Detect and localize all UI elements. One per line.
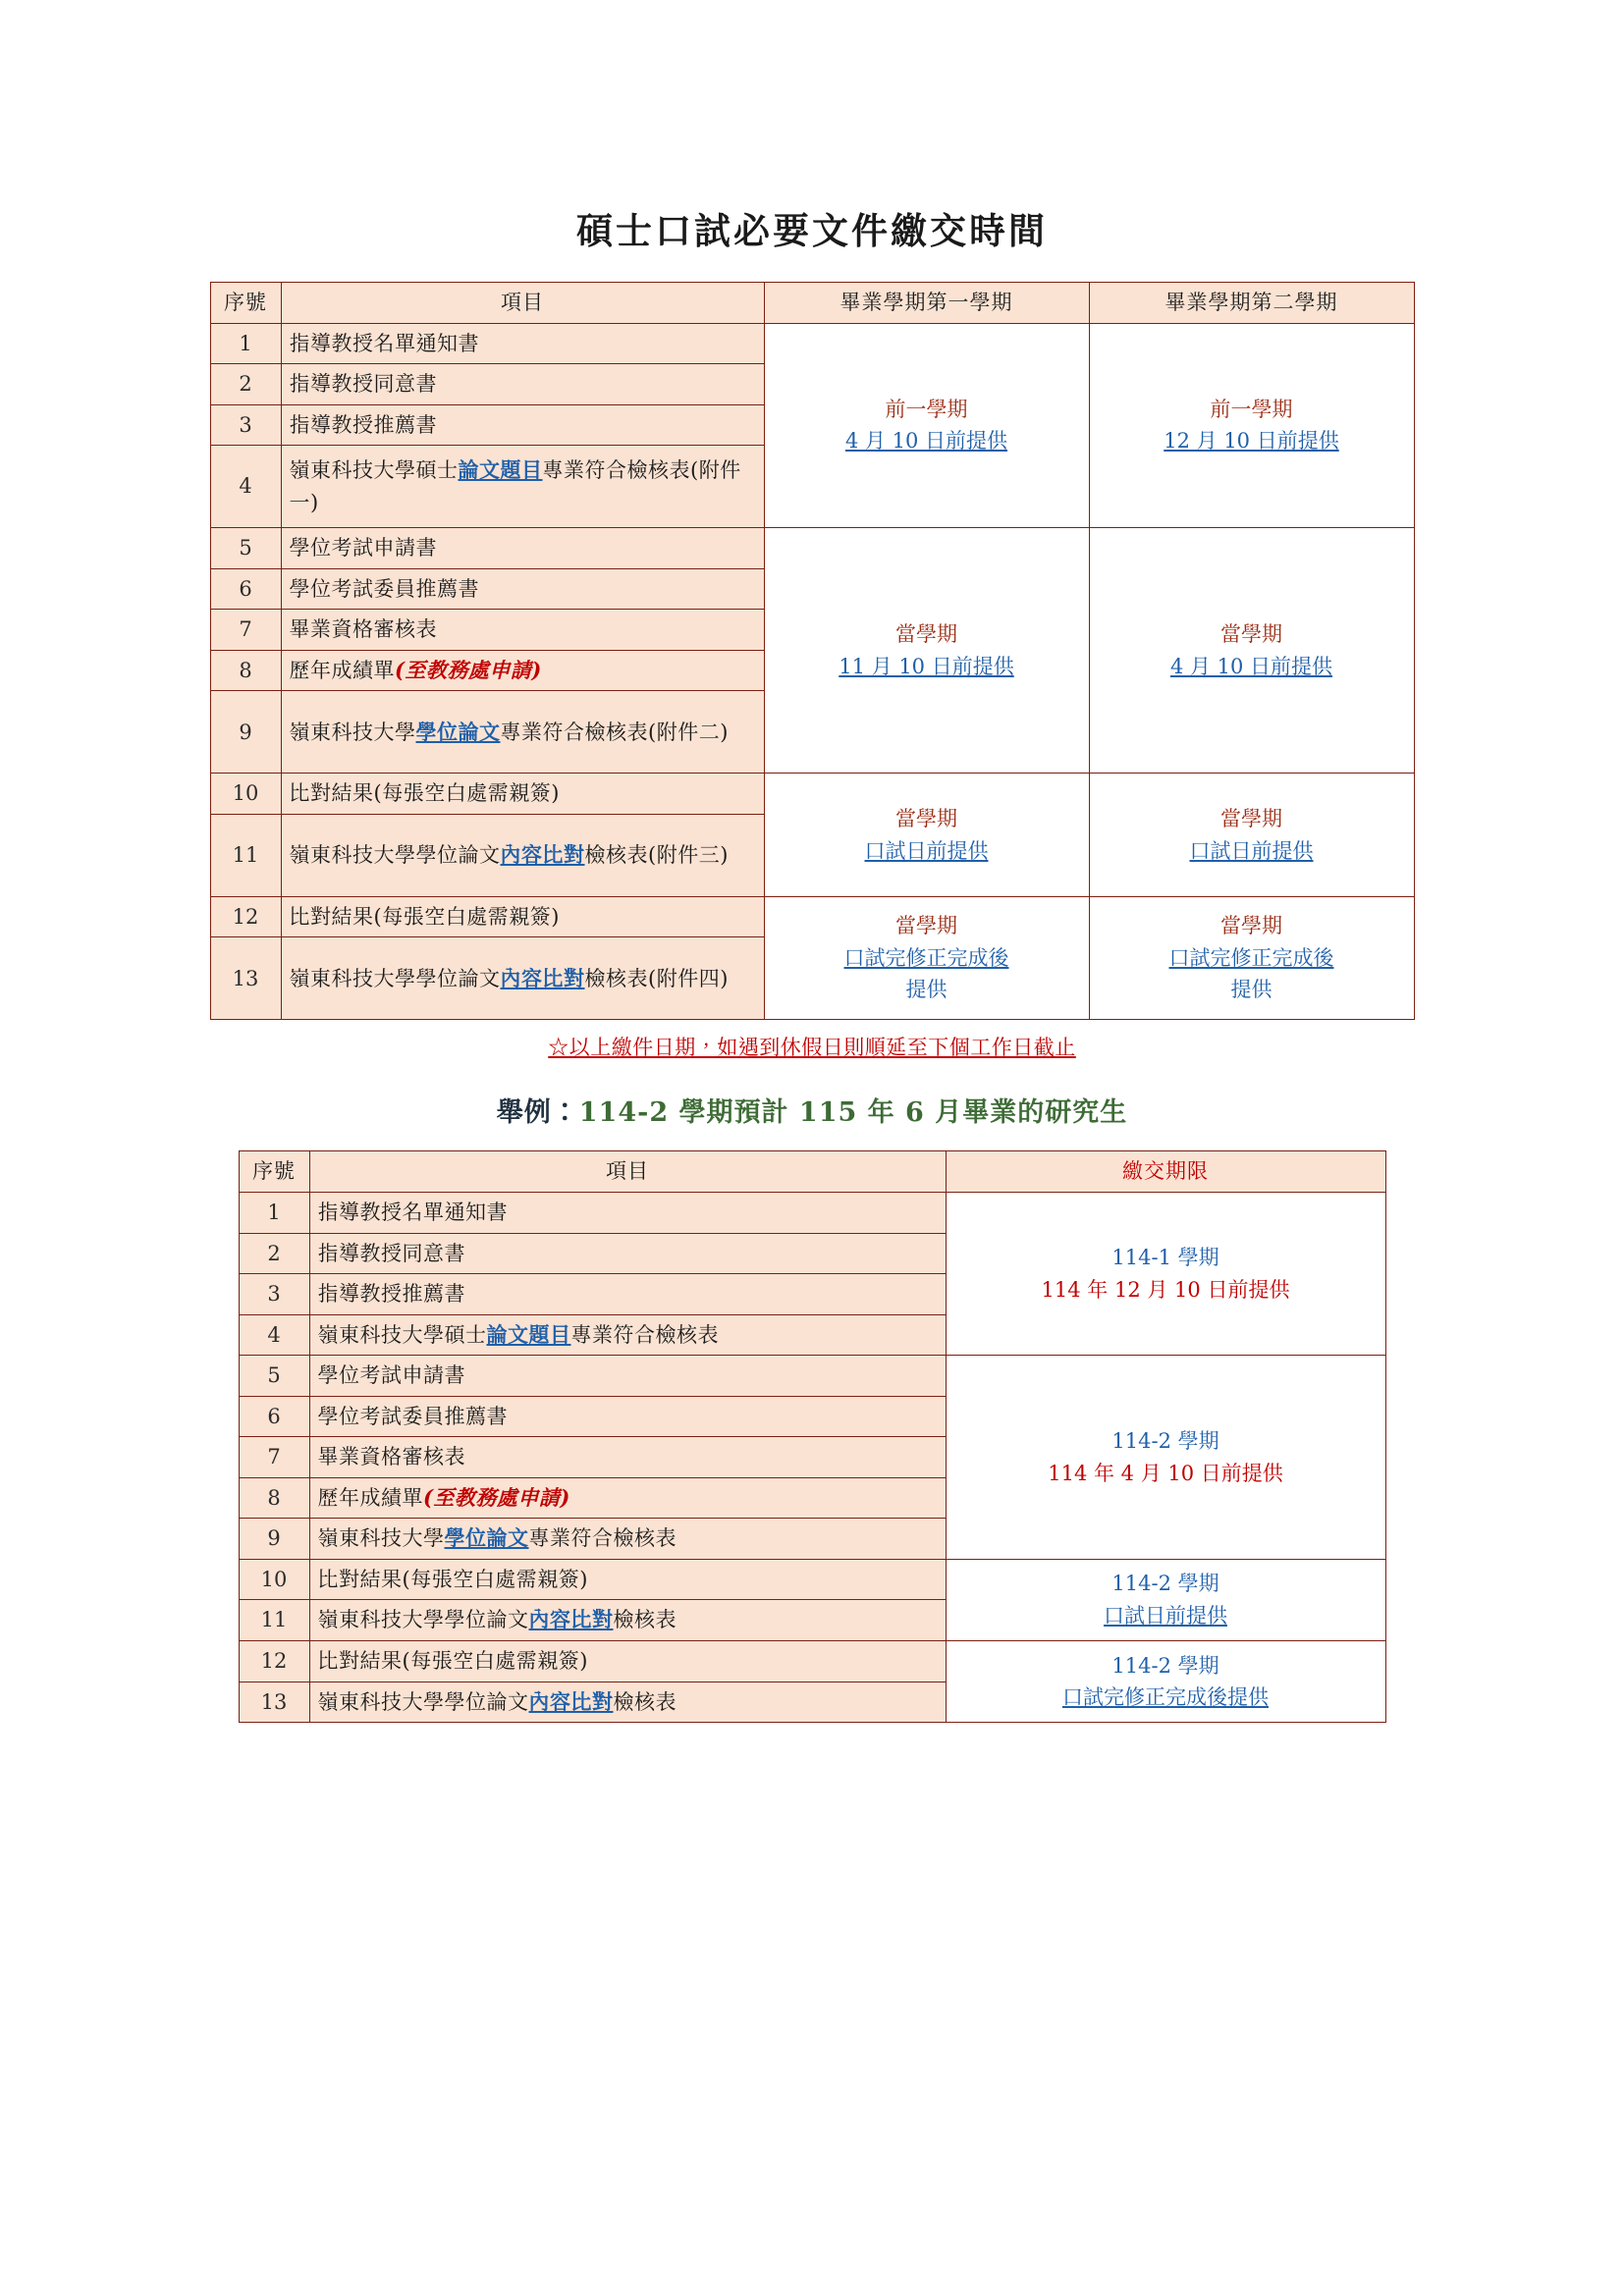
item-text-prefix: 歷年成績單 <box>317 1485 423 1510</box>
item-link-thesis-title[interactable]: 論文題目 <box>486 1321 571 1347</box>
item-text-suffix: 檢核表 <box>613 1689 677 1714</box>
row-item <box>309 1477 946 1519</box>
table-row <box>239 1356 1385 1397</box>
row-seq: 4 <box>239 1314 309 1356</box>
table-row <box>239 1641 1385 1682</box>
example-title <box>0 1091 1624 1129</box>
item-text: 指導教授推薦書 <box>289 412 437 437</box>
item-text-suffix: 專業符合檢核表 <box>570 1322 719 1347</box>
row-seq: 9 <box>239 1519 309 1560</box>
item-text: 學位考試申請書 <box>289 536 437 561</box>
row-seq: 11 <box>239 1600 309 1641</box>
item-note-registry: (至教務處申請) <box>395 657 542 682</box>
example-group-4-deadline <box>946 1641 1385 1723</box>
deadline-line-1: 114-2 學期 <box>1111 1572 1219 1596</box>
row-item <box>309 1682 946 1723</box>
deadline-line-3: 提供 <box>905 978 947 1002</box>
deadline-line-2: 口試日前提供 <box>1104 1603 1227 1628</box>
item-text-prefix: 嶺東科技大學學位論文 <box>317 1689 529 1714</box>
row-seq: 2 <box>239 1233 309 1274</box>
deadline-line-1: 當學期 <box>895 807 957 831</box>
row-item <box>309 1356 946 1397</box>
row-seq: 6 <box>239 1396 309 1437</box>
deadline-note <box>0 1032 1624 1061</box>
deadline-line-1: 114-2 學期 <box>1111 1429 1219 1454</box>
deadline-line-1: 114-2 學期 <box>1111 1653 1219 1678</box>
row-item <box>309 1641 946 1682</box>
item-link-content-comparison[interactable]: 內容比對 <box>528 1607 614 1632</box>
item-text: 指導教授名單通知書 <box>317 1201 508 1225</box>
item-text: 比對結果(每張空白處需親簽) <box>289 904 560 929</box>
item-text-suffix: 檢核表 <box>613 1608 677 1632</box>
table-row <box>239 1193 1385 1234</box>
deadline-line-2: 口試完修正完成後 <box>843 945 1009 970</box>
table-row <box>210 774 1414 815</box>
deadline-line-2: 11 月 10 日前提供 <box>839 654 1014 678</box>
deadline-line-3: 提供 <box>1230 978 1272 1002</box>
item-link-content-comparison[interactable]: 內容比對 <box>500 965 585 990</box>
item-text-suffix: 專業符合檢核表 <box>528 1526 677 1551</box>
row-item <box>281 896 764 937</box>
item-text-prefix: 嶺東科技大學學位論文 <box>289 843 501 868</box>
item-link-thesis-title[interactable]: 論文題目 <box>458 457 543 483</box>
item-link-degree-thesis[interactable]: 學位論文 <box>415 719 501 744</box>
row-item <box>281 774 764 815</box>
row-seq: 13 <box>239 1682 309 1723</box>
item-text-prefix: 嶺東科技大學 <box>289 720 416 744</box>
item-text: 指導教授名單通知書 <box>289 331 479 355</box>
item-text: 比對結果(每張空白處需親簽) <box>317 1567 588 1591</box>
row-item <box>281 691 764 774</box>
deadline-line-1: 當學期 <box>1220 807 1282 831</box>
item-link-degree-thesis[interactable]: 學位論文 <box>444 1525 529 1551</box>
row-item <box>281 446 764 528</box>
row-seq: 7 <box>210 610 281 651</box>
header-seq: 序號 <box>239 1151 309 1193</box>
deadline-line-2: 4 月 10 日前提供 <box>844 429 1008 454</box>
table-header-row <box>210 283 1414 324</box>
deadline-line-2: 4 月 10 日前提供 <box>1169 654 1333 678</box>
group-3-semester-1-deadline <box>764 774 1089 897</box>
example-group-2-deadline <box>946 1356 1385 1560</box>
deadline-line-2: 口試日前提供 <box>864 838 989 863</box>
deadline-line-1: 114-1 學期 <box>1111 1246 1219 1270</box>
row-item <box>309 1519 946 1560</box>
row-seq: 8 <box>239 1477 309 1519</box>
deadline-line-2: 114 年 4 月 10 日前提供 <box>1048 1461 1283 1485</box>
group-2-semester-2-deadline <box>1089 528 1414 774</box>
group-4-semester-2-deadline <box>1089 896 1414 1020</box>
deadline-line-1: 當學期 <box>1220 914 1282 938</box>
table-row <box>210 323 1414 364</box>
group-4-semester-1-deadline <box>764 896 1089 1020</box>
row-seq: 13 <box>210 937 281 1020</box>
row-seq: 3 <box>210 404 281 446</box>
deadline-line-1: 前一學期 <box>885 397 968 421</box>
deadline-line-1: 當學期 <box>895 914 957 938</box>
row-item <box>309 1437 946 1478</box>
deadline-line-1: 當學期 <box>1220 622 1282 647</box>
row-item <box>281 937 764 1020</box>
example-title-prefix: 舉例： <box>496 1097 579 1129</box>
table-row <box>239 1559 1385 1600</box>
row-seq: 2 <box>210 364 281 405</box>
item-text-suffix: 專業符合檢核表(附件二) <box>500 720 729 744</box>
row-seq: 10 <box>239 1559 309 1600</box>
item-text-suffix: 檢核表(附件四) <box>584 966 729 990</box>
row-seq: 5 <box>210 528 281 569</box>
item-text: 指導教授同意書 <box>289 372 437 397</box>
row-item <box>309 1600 946 1641</box>
deadline-line-1: 當學期 <box>895 622 957 647</box>
item-text: 學位考試委員推薦書 <box>289 576 479 601</box>
item-text: 畢業資格審核表 <box>317 1445 465 1469</box>
row-item <box>281 323 764 364</box>
example-schedule-table <box>239 1150 1386 1723</box>
row-seq: 6 <box>210 568 281 610</box>
row-item <box>309 1314 946 1356</box>
header-item: 項目 <box>309 1151 946 1193</box>
table-row <box>210 528 1414 569</box>
deadline-line-2: 114 年 12 月 10 日前提供 <box>1041 1277 1290 1302</box>
row-seq: 1 <box>210 323 281 364</box>
item-text-prefix: 嶺東科技大學學位論文 <box>317 1608 529 1632</box>
row-item <box>309 1396 946 1437</box>
page-title: 碩士口試必要文件繳交時間 <box>576 209 1048 252</box>
row-item <box>309 1274 946 1315</box>
row-seq: 1 <box>239 1193 309 1234</box>
group-2-semester-1-deadline <box>764 528 1089 774</box>
deadline-line-2: 口試日前提供 <box>1189 838 1314 863</box>
header-semester-2: 畢業學期第二學期 <box>1089 283 1414 324</box>
deadline-line-2: 口試完修正完成後 <box>1168 945 1334 970</box>
row-seq: 12 <box>239 1641 309 1682</box>
row-seq: 7 <box>239 1437 309 1478</box>
row-seq: 5 <box>239 1356 309 1397</box>
item-text: 畢業資格審核表 <box>289 617 437 642</box>
item-text: 比對結果(每張空白處需親簽) <box>317 1649 588 1674</box>
example-group-1-deadline <box>946 1193 1385 1356</box>
table-header-row <box>239 1151 1385 1193</box>
deadline-line-2: 12 月 10 日前提供 <box>1164 429 1339 454</box>
row-item <box>281 364 764 405</box>
main-schedule-table <box>210 282 1415 1020</box>
header-seq: 序號 <box>210 283 281 324</box>
item-text-prefix: 嶺東科技大學碩士 <box>317 1322 487 1347</box>
example-title-main: 114-2 學期預計 115 年 6 月畢業的研究生 <box>578 1097 1128 1129</box>
item-note-registry: (至教務處申請) <box>423 1484 570 1510</box>
deadline-line-2: 口試完修正完成後提供 <box>1062 1685 1269 1710</box>
row-item <box>281 610 764 651</box>
item-link-content-comparison[interactable]: 內容比對 <box>500 842 585 868</box>
item-text-suffix: 專業符合檢核表(附件一) <box>289 458 741 514</box>
row-item <box>281 404 764 446</box>
table-row <box>210 896 1414 937</box>
row-item <box>309 1233 946 1274</box>
item-text-prefix: 嶺東科技大學 <box>317 1526 445 1551</box>
group-3-semester-2-deadline <box>1089 774 1414 897</box>
item-text-suffix: 檢核表(附件三) <box>584 843 729 868</box>
row-seq: 10 <box>210 774 281 815</box>
group-1-semester-2-deadline <box>1089 323 1414 528</box>
item-text: 學位考試申請書 <box>317 1363 465 1388</box>
item-link-content-comparison[interactable]: 內容比對 <box>528 1688 614 1714</box>
row-seq: 11 <box>210 814 281 896</box>
row-seq: 12 <box>210 896 281 937</box>
row-item <box>281 650 764 691</box>
deadline-line-1: 前一學期 <box>1210 397 1293 421</box>
item-text: 比對結果(每張空白處需親簽) <box>289 781 560 806</box>
row-seq: 4 <box>210 446 281 528</box>
header-deadline: 繳交期限 <box>946 1151 1385 1193</box>
row-item <box>281 568 764 610</box>
row-item <box>309 1193 946 1234</box>
row-item <box>309 1559 946 1600</box>
item-text-prefix: 嶺東科技大學學位論文 <box>289 966 501 990</box>
item-text: 學位考試委員推薦書 <box>317 1404 508 1428</box>
header-item: 項目 <box>281 283 764 324</box>
row-seq: 3 <box>239 1274 309 1315</box>
group-1-semester-1-deadline <box>764 323 1089 528</box>
row-item <box>281 814 764 896</box>
example-group-3-deadline <box>946 1559 1385 1640</box>
item-text-prefix: 嶺東科技大學碩士 <box>289 458 459 483</box>
header-semester-1: 畢業學期第一學期 <box>764 283 1089 324</box>
row-item <box>281 528 764 569</box>
item-text-prefix: 歷年成績單 <box>289 658 395 682</box>
deadline-note-text: ☆以上繳件日期，如遇到休假日則順延至下個工作日截止 <box>548 1036 1076 1060</box>
item-text: 指導教授推薦書 <box>317 1282 465 1307</box>
row-seq: 8 <box>210 650 281 691</box>
row-seq: 9 <box>210 691 281 774</box>
item-text: 指導教授同意書 <box>317 1241 465 1265</box>
